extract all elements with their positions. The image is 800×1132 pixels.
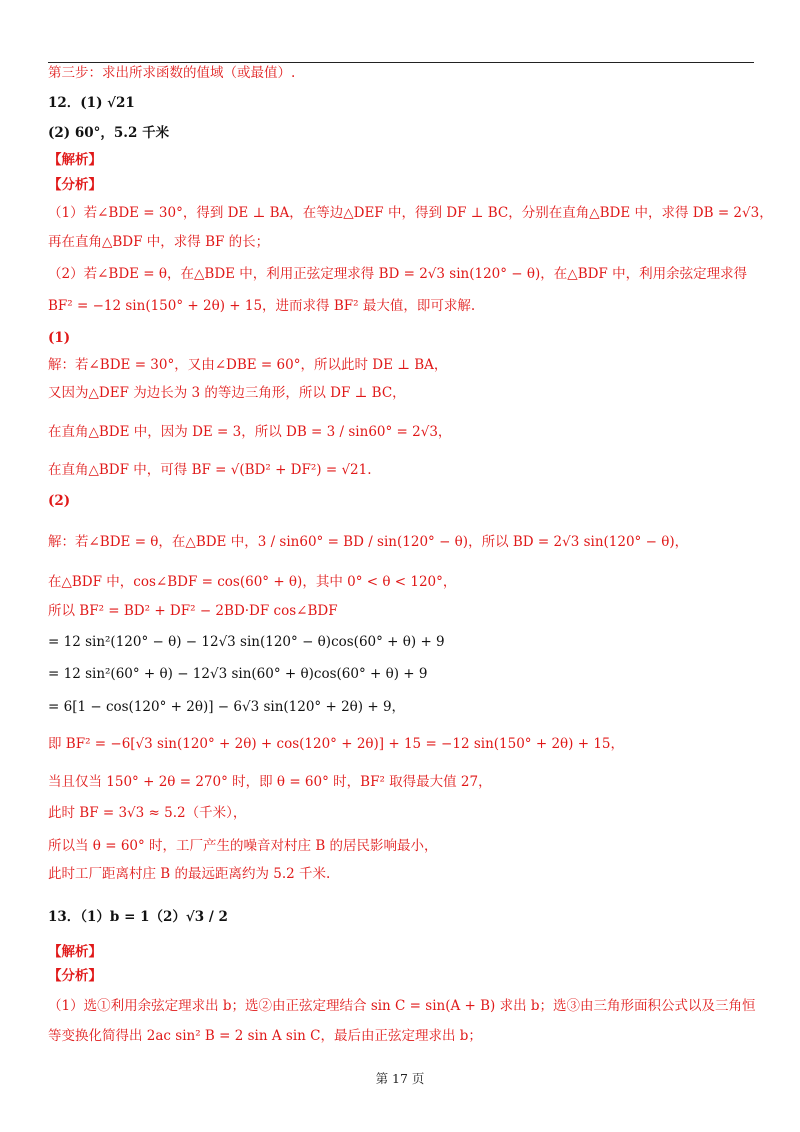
text-line: 第三步：求出所求函数的值域（或最值）.: [48, 65, 296, 81]
text-line: (2): [48, 493, 71, 509]
text-line: 此时工厂距离村庄 B 的最远距离约为 5.2 千米.: [48, 866, 331, 882]
text-line: 此时 BF = 3√3 ≈ 5.2（千米），: [48, 805, 247, 821]
text-line: 在△BDF 中，cos∠BDF = cos(60° + θ)，其中 0° < θ < 120°，: [48, 574, 457, 590]
text-line: BF² = −12 sin(150° + 2θ) + 15，进而求得 BF² 最大值，即可求解.: [48, 298, 476, 314]
text-line: 又因为△DEF 为边长为 3 的等边三角形，所以 DF ⊥ BC，: [48, 385, 406, 401]
text-line: (2) 60°，5.2 千米: [48, 125, 170, 141]
text-line: 解：若∠BDE = θ，在△BDE 中，3 / sin60° = BD / sin(120° − θ)，所以 BD = 2√3 sin(120° − θ)，: [48, 534, 689, 550]
page-number: 第 17 页: [375, 1071, 425, 1086]
text-line: （1）若∠BDE = 30°，得到 DE ⊥ BA，在等边△DEF 中，得到 DF ⊥ BC，分别在直角△BDE 中，求得 DB = 2√3，: [48, 205, 773, 221]
text-line: = 6[1 − cos(120° + 2θ)] − 6√3 sin(120° + 2θ) + 9，: [48, 699, 406, 715]
text-line: = 12 sin²(60° + θ) − 12√3 sin(60° + θ)cos(60° + θ) + 9: [48, 666, 428, 682]
text-line: 即 BF² = −6[√3 sin(120° + 2θ) + cos(120° + 2θ)] + 15 = −12 sin(150° + 2θ) + 15，: [48, 736, 624, 752]
text-line: 在直角△BDE 中，因为 DE = 3，所以 DB = 3 / sin60° = 2√3，: [48, 424, 452, 440]
text-line: 解：若∠BDE = 30°，又由∠DBE = 60°，所以此时 DE ⊥ BA，: [48, 357, 448, 373]
text-line: 【分析】: [48, 968, 102, 984]
text-line: 再在直角△BDF 中，求得 BF 的长；: [48, 234, 270, 250]
text-line: （1）选①利用余弦定理求出 b；选②由正弦定理结合 sin C = sin(A + B) 求出 b；选③由三角形面积公式以及三角恒: [48, 998, 756, 1014]
text-line: 【解析】: [48, 944, 102, 960]
text-line: 等变换化简得出 2ac sin² B = 2 sin A sin C，最后由正弦定理求出 b；: [48, 1028, 482, 1044]
text-line: （2）若∠BDE = θ，在△BDE 中，利用正弦定理求得 BD = 2√3 sin(120° − θ)，在△BDF 中，利用余弦定理求得: [48, 266, 748, 282]
text-line: = 12 sin²(120° − θ) − 12√3 sin(120° − θ)cos(60° + θ) + 9: [48, 634, 445, 650]
text-line: 当且仅当 150° + 2θ = 270° 时，即 θ = 60° 时，BF² 取得最大值 27，: [48, 774, 492, 790]
text-line: 在直角△BDF 中，可得 BF = √(BD² + DF²) = √21.: [48, 462, 372, 478]
text-line: 【分析】: [48, 177, 102, 193]
text-line: 所以 BF² = BD² + DF² − 2BD·DF cos∠BDF: [48, 603, 338, 619]
text-line: 12．(1) √21: [48, 95, 135, 111]
text-line: 所以当 θ = 60° 时，工厂产生的噪音对村庄 B 的居民影响最小，: [48, 838, 438, 854]
text-line: (1): [48, 330, 71, 346]
text-line: 13．（1）b = 1（2）√3 / 2: [48, 909, 228, 925]
text-line: 【解析】: [48, 152, 102, 168]
